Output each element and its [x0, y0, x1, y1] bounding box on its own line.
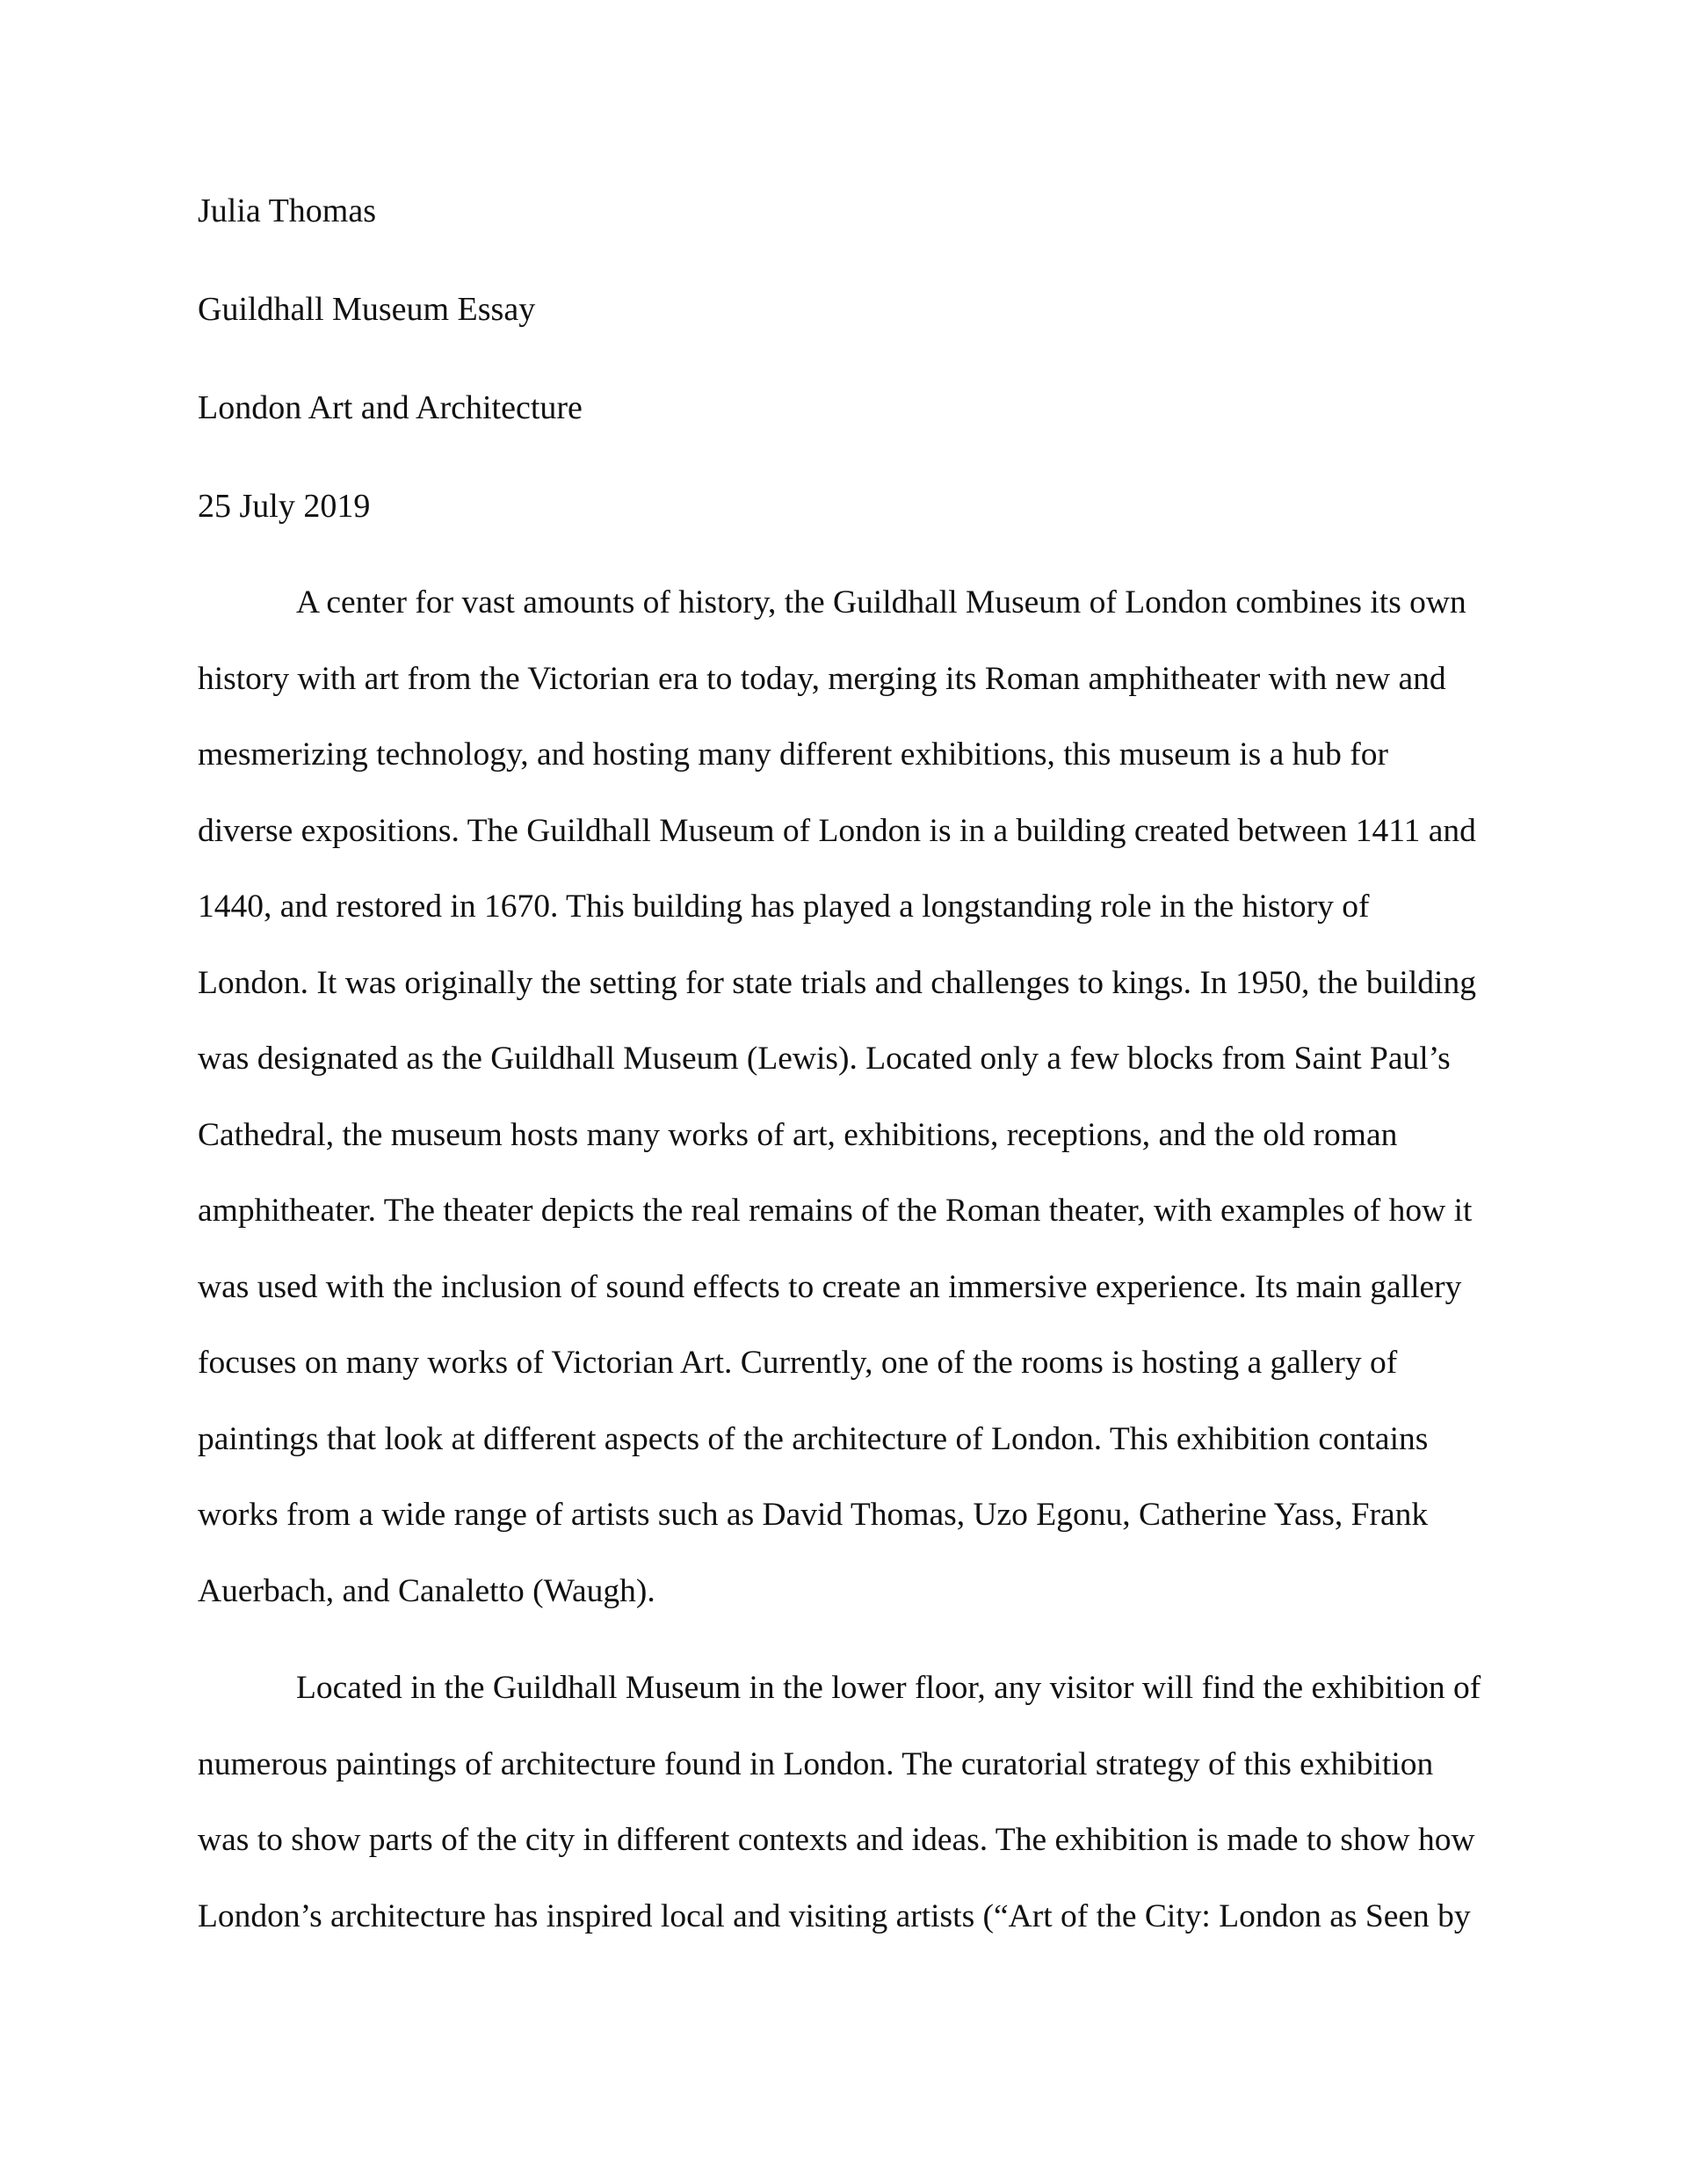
- essay-title: Guildhall Museum Essay: [198, 291, 536, 328]
- paragraph-line: focuses on many works of Victorian Art. Currently, one of the rooms is hosting a gallery of: [198, 1345, 1398, 1381]
- paragraph-line: Located in the Guildhall Museum in the lower floor, any visitor will find the exhibition of: [296, 1670, 1481, 1706]
- paragraph-line: numerous paintings of architecture found in London. The curatorial strategy of this exhibition: [198, 1745, 1434, 1782]
- paragraph-line: paintings that look at different aspects of the architecture of London. This exhibition contains: [198, 1420, 1429, 1457]
- paragraph-line: was used with the inclusion of sound effects to create an immersive experience. Its main gallery: [198, 1268, 1462, 1305]
- paragraph-1: [198, 585, 1489, 1609]
- essay-body: [198, 193, 1489, 1975]
- course-name: London Art and Architecture: [198, 389, 583, 426]
- paragraph-line: was to show parts of the city in different contexts and ideas. The exhibition is made to show how: [198, 1822, 1475, 1858]
- paragraph-line: London’s architecture has inspired local and visiting artists (“Art of the City: London as Seen by: [198, 1897, 1471, 1934]
- paragraph-line: works from a wide range of artists such as David Thomas, Uzo Egonu, Catherine Yass, Frank: [198, 1497, 1429, 1533]
- paragraph-line: amphitheater. The theater depicts the real remains of the Roman theater, with examples of how it: [198, 1193, 1473, 1229]
- paragraph-line: mesmerizing technology, and hosting many different exhibitions, this museum is a hub for: [198, 736, 1388, 773]
- paragraph-line: Auerbach, and Canaletto (Waugh).: [198, 1572, 655, 1609]
- paragraph-line: diverse expositions. The Guildhall Museum of London is in a building created between 1411 and: [198, 812, 1476, 849]
- essay-date: 25 July 2019: [198, 488, 371, 525]
- paragraph-line: 1440, and restored in 1670. This building has played a longstanding role in the history of: [198, 889, 1370, 925]
- paragraph-line: Cathedral, the museum hosts many works of art, exhibitions, receptions, and the old roman: [198, 1116, 1398, 1153]
- paragraph-2: [198, 1671, 1489, 1934]
- paragraph-line: history with art from the Victorian era to today, merging its Roman amphitheater with new and: [198, 660, 1446, 697]
- paragraph-line: was designated as the Guildhall Museum (Lewis). Located only a few blocks from Saint Paul’s: [198, 1041, 1451, 1077]
- paragraph-line: A center for vast amounts of history, the Guildhall Museum of London combines its own: [296, 584, 1466, 620]
- paragraph-line: London. It was originally the setting for state trials and challenges to kings. In 1950, the building: [198, 964, 1476, 1001]
- paragraph-spacer: [198, 1650, 1489, 1671]
- author-name: Julia Thomas: [198, 192, 377, 229]
